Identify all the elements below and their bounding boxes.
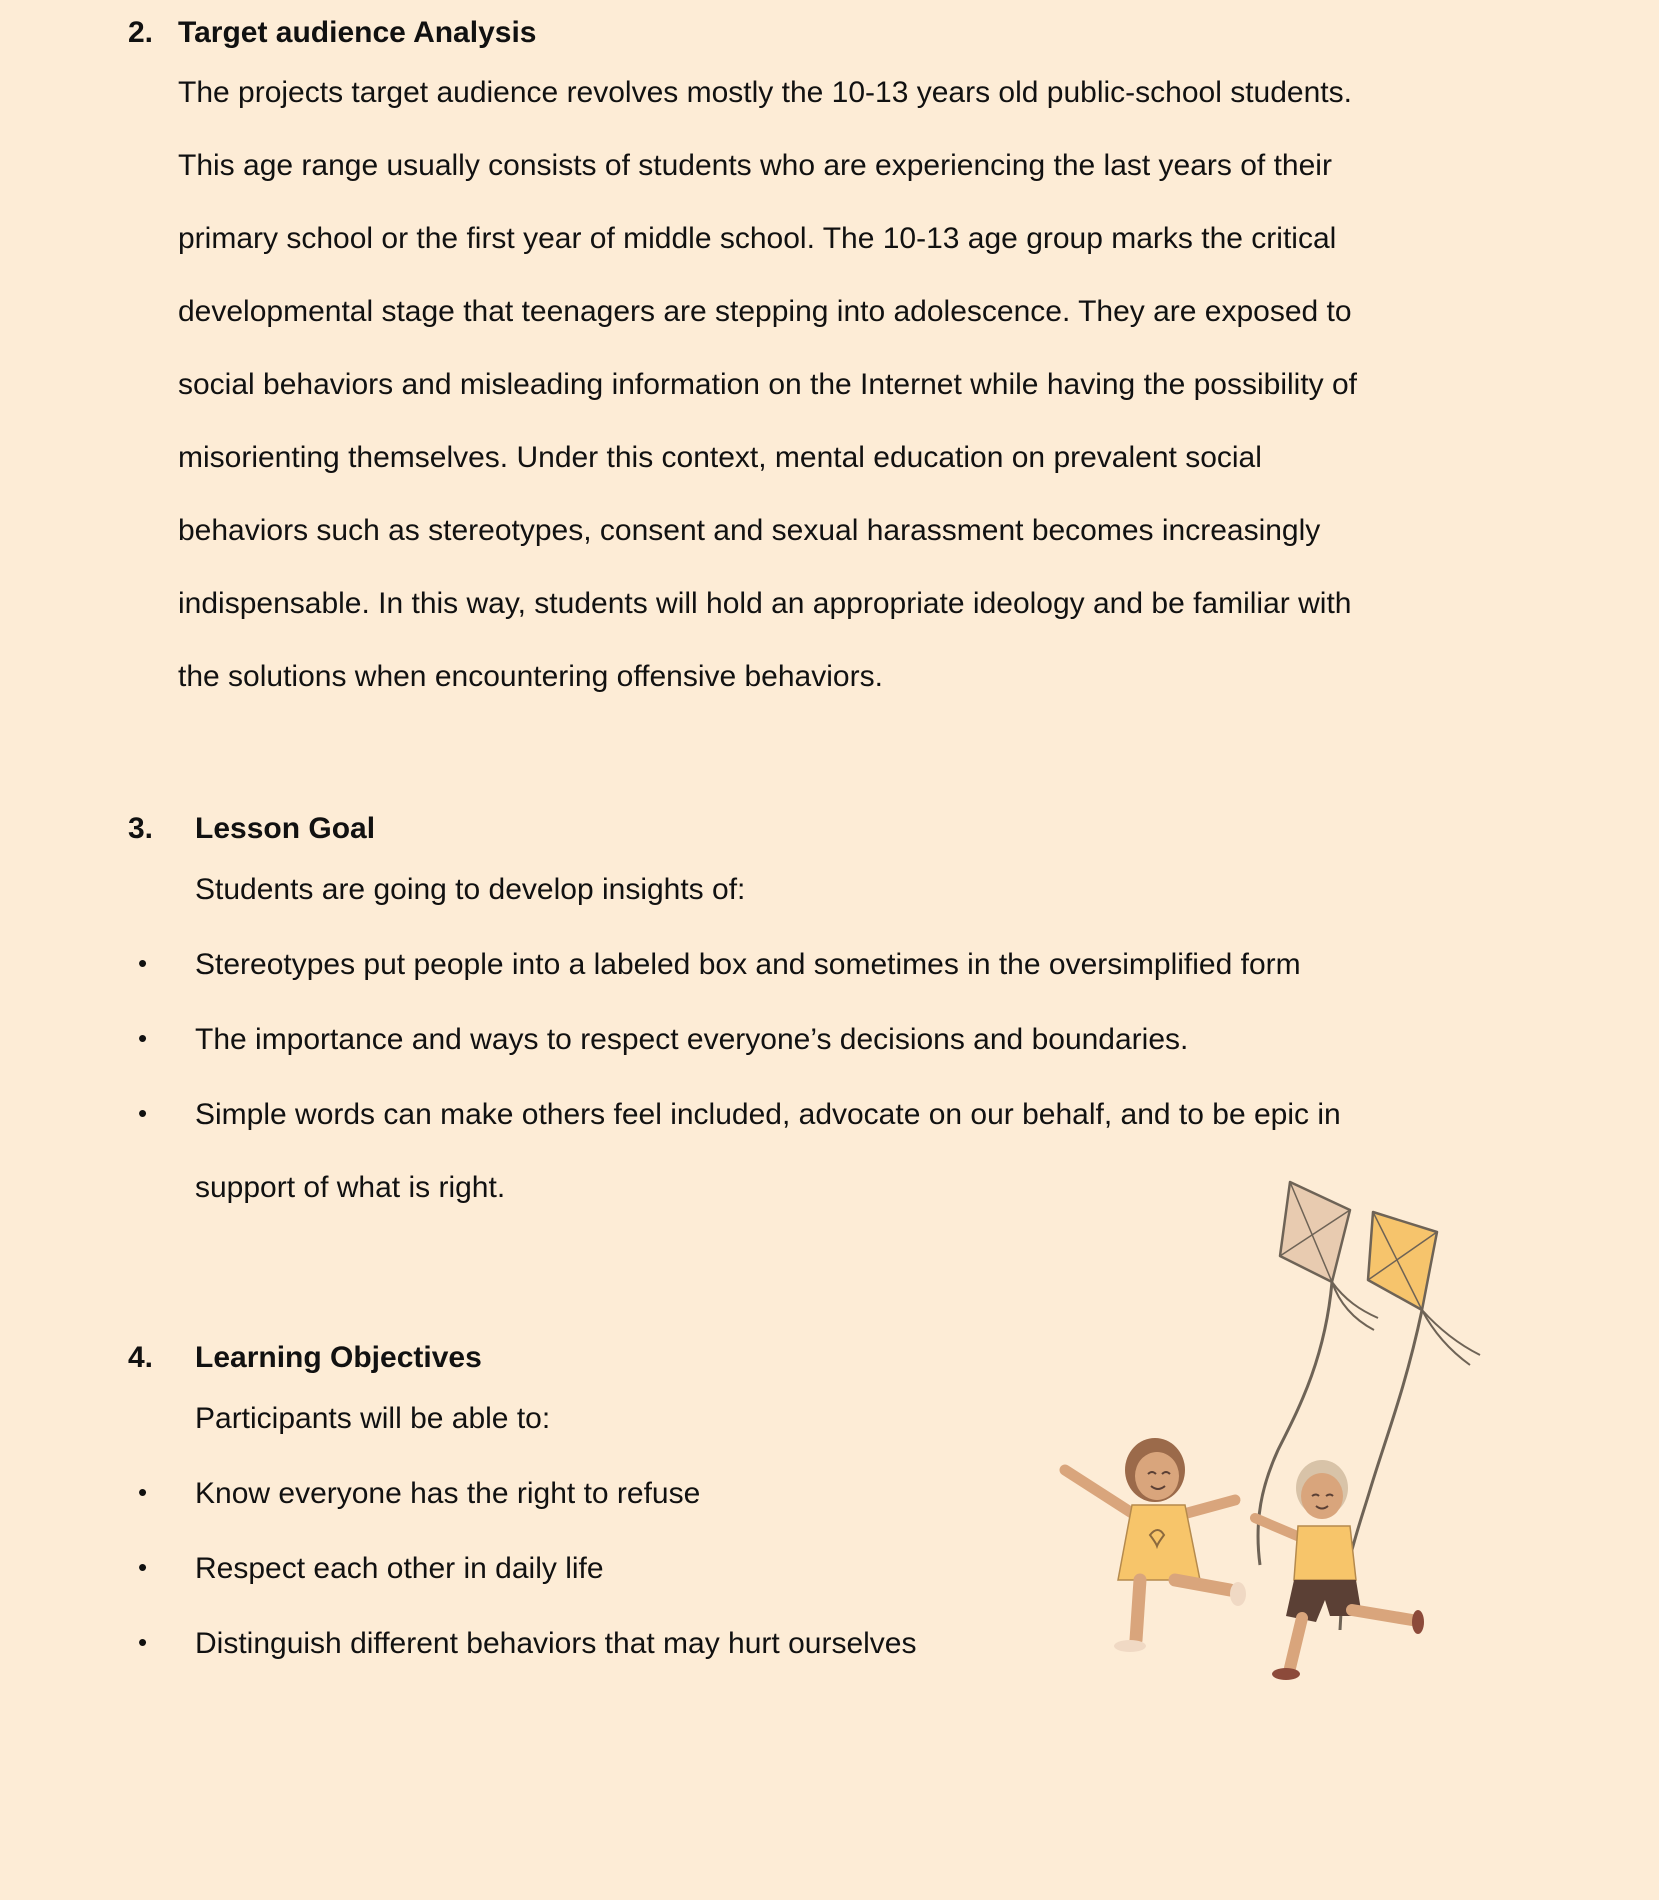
section-2-number: 2. <box>128 16 154 49</box>
kites-svg <box>1040 1170 1500 1690</box>
section-3-bullet-3-marker: • <box>138 1098 148 1128</box>
section-3-bullet-3: Simple words can make others feel included, advocate on our behalf, and to be epic in <box>195 1098 1341 1131</box>
section-4-intro: Participants will be able to: <box>195 1402 551 1435</box>
right-kite-icon <box>1368 1212 1480 1365</box>
section-2-line-1: The projects target audience revolves mostly the 10-13 years old public-school students. <box>178 76 1352 109</box>
section-2-line-5: social behaviors and misleading information on the Internet while having the possibility of <box>178 368 1358 401</box>
boy-figure <box>1255 1460 1424 1680</box>
section-2-title: Target audience Analysis <box>178 16 537 49</box>
section-4-bullet-1: Know everyone has the right to refuse <box>195 1477 701 1510</box>
girl-figure <box>1065 1438 1246 1652</box>
section-3-bullet-2: The importance and ways to respect everyone’s decisions and boundaries. <box>195 1023 1189 1056</box>
section-4-bullet-1-marker: • <box>138 1477 148 1507</box>
section-3-bullet-1: Stereotypes put people into a labeled box and sometimes in the oversimplified form <box>195 948 1301 981</box>
section-4-bullet-2-marker: • <box>138 1552 148 1582</box>
section-4-bullet-3: Distinguish different behaviors that may hurt ourselves <box>195 1627 917 1660</box>
section-4-number: 4. <box>128 1341 154 1374</box>
section-2-line-6: misorienting themselves. Under this context, mental education on prevalent social <box>178 441 1262 474</box>
section-3-intro: Students are going to develop insights of: <box>195 873 746 906</box>
section-2-line-7: behaviors such as stereotypes, consent and sexual harassment becomes increasingly <box>178 514 1321 547</box>
section-4-bullet-3-marker: • <box>138 1627 148 1657</box>
section-3-bullet-1-marker: • <box>138 948 148 978</box>
section-2-line-2: This age range usually consists of students who are experiencing the last years of their <box>178 149 1332 182</box>
children-flying-kites-illustration <box>1040 1170 1500 1690</box>
section-3-bullet-3-continuation: support of what is right. <box>195 1171 506 1204</box>
section-3-bullet-2-marker: • <box>138 1023 148 1053</box>
section-2-line-8: indispensable. In this way, students will hold an appropriate ideology and be familiar with <box>178 587 1352 620</box>
section-2-line-9: the solutions when encountering offensive behaviors. <box>178 660 883 693</box>
section-2-line-3: primary school or the first year of middle school. The 10-13 age group marks the critical <box>178 222 1337 255</box>
section-3-title: Lesson Goal <box>195 812 376 845</box>
section-4-title: Learning Objectives <box>195 1341 482 1374</box>
section-4-bullet-2: Respect each other in daily life <box>195 1552 604 1585</box>
section-3-number: 3. <box>128 812 154 845</box>
section-2-line-4: developmental stage that teenagers are stepping into adolescence. They are exposed to <box>178 295 1352 328</box>
